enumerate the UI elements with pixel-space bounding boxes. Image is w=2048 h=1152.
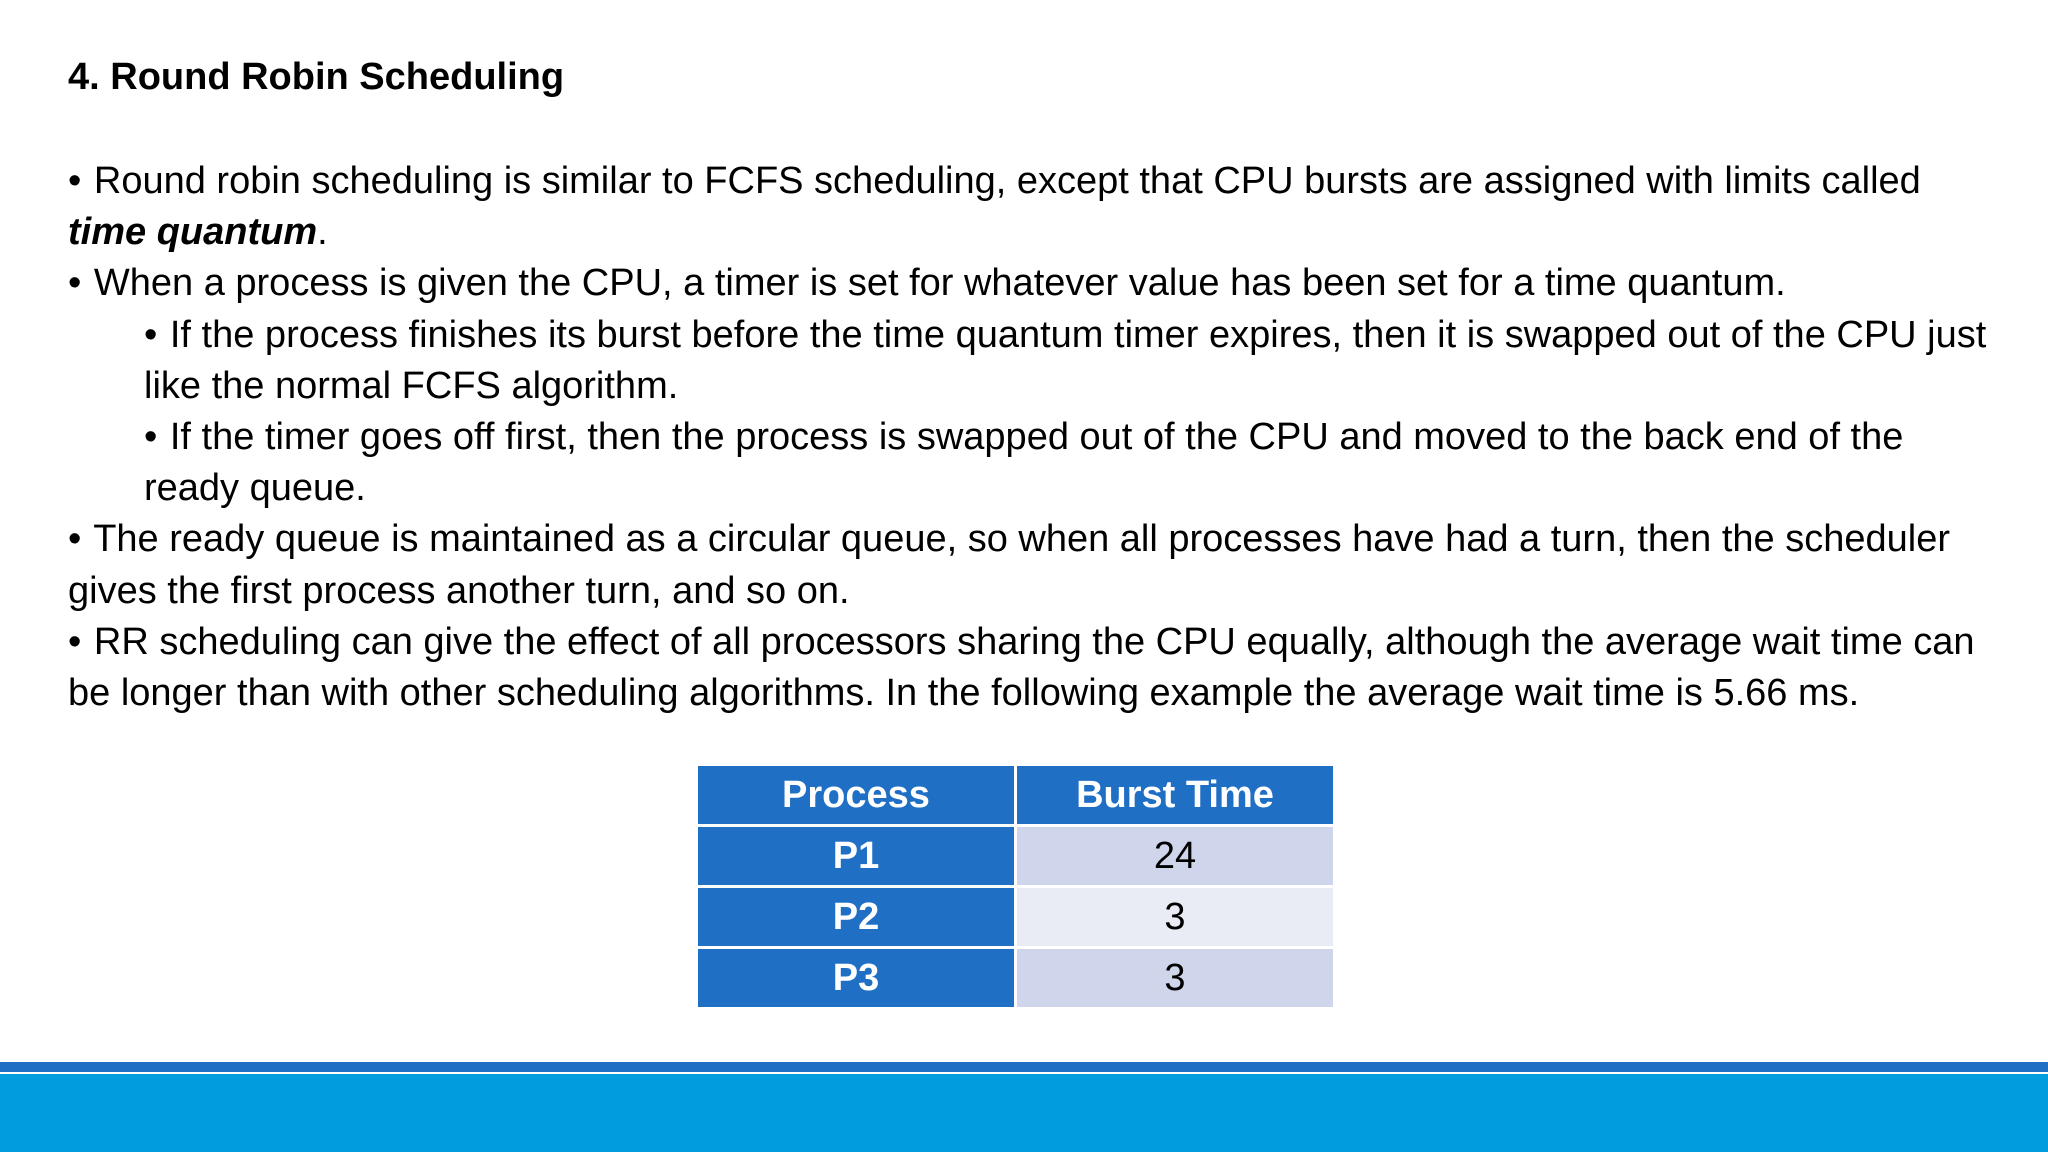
bullet-icon: • <box>144 416 158 459</box>
footer-band <box>0 1074 2048 1152</box>
paragraph-text: Round robin scheduling is similar to FCFS scheduling, except that CPU bursts are assigned with limits called <box>93 160 1921 202</box>
bullet-paragraph-1 <box>68 156 1988 258</box>
process-cell: P3 <box>698 949 1014 1007</box>
sub-bullet-paragraph-2 <box>68 412 1988 514</box>
burst-time-table <box>695 763 1336 1010</box>
bullet-icon: • <box>68 620 82 663</box>
paragraph-text: The ready queue is maintained as a circular queue, so when all processes have had a turn, then the scheduler gives the first process another turn, and so on. <box>68 518 1950 612</box>
burst-time-cell: 24 <box>1017 827 1333 885</box>
table-row <box>698 949 1333 1007</box>
slide-title: 4. Round Robin Scheduling <box>68 56 565 98</box>
sub-bullet-paragraph-1 <box>68 310 1988 412</box>
paragraph-text: If the timer goes off first, then the process is swapped out of the CPU and moved to the back end of the ready queue. <box>144 416 1904 510</box>
column-header-burst-time: Burst Time <box>1017 766 1333 824</box>
paragraph-text: RR scheduling can give the effect of all processors sharing the CPU equally, although the average wait time can be longer than with other scheduling algorithms. In the following example the average wait time is 5.66 ms. <box>68 620 1975 715</box>
bullet-icon: • <box>68 160 82 202</box>
table-row <box>698 888 1333 946</box>
paragraph-text: When a process is given the CPU, a timer is set for whatever value has been set for a time quantum. <box>93 262 1786 305</box>
footer-divider <box>0 1062 2048 1072</box>
bullet-paragraph-2 <box>68 258 1988 309</box>
emphasized-term: time quantum <box>68 211 318 254</box>
bullet-icon: • <box>144 313 158 356</box>
burst-time-cell: 3 <box>1017 888 1333 946</box>
paragraph-suffix: . <box>317 211 328 254</box>
slide-body <box>68 156 1988 719</box>
bullet-icon: • <box>68 262 82 305</box>
bullet-paragraph-3 <box>68 514 1988 616</box>
bullet-paragraph-4 <box>68 617 1988 719</box>
paragraph-text: If the process finishes its burst before the time quantum timer expires, then it is swapped out of the CPU just like the normal FCFS algorithm. <box>144 313 1987 407</box>
table-row <box>698 827 1333 885</box>
process-cell: P1 <box>698 827 1014 885</box>
bullet-icon: • <box>68 518 82 561</box>
burst-time-cell: 3 <box>1017 949 1333 1007</box>
table-header-row <box>698 766 1333 824</box>
column-header-process: Process <box>698 766 1014 824</box>
process-cell: P2 <box>698 888 1014 946</box>
